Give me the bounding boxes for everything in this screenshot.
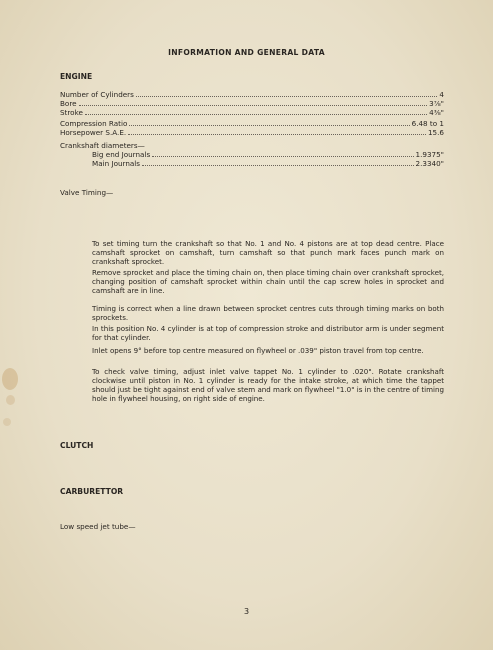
stain-mark bbox=[2, 368, 18, 390]
spec-value: 4 bbox=[439, 90, 444, 99]
page-number: 3 bbox=[243, 607, 250, 616]
stain-mark bbox=[6, 395, 15, 405]
spec-label: Main Journals bbox=[92, 159, 141, 168]
spec-label: Bore bbox=[60, 99, 77, 108]
crankshaft-label: Crankshaft diameters— bbox=[60, 141, 145, 150]
timing-paragraph: Timing is correct when a line drawn between sprocket centres cuts through timing marks on both sprockets. bbox=[92, 304, 444, 322]
spec-value: 15.6 bbox=[427, 128, 444, 137]
dotted-leader bbox=[152, 156, 414, 157]
valve-timing-label: Valve Timing— bbox=[60, 188, 114, 197]
spec-row bbox=[92, 159, 444, 168]
timing-paragraph: Inlet opens 9° before top centre measured on flywheel or .039" piston travel from top centre. bbox=[92, 346, 424, 355]
timing-paragraph: To set timing turn the crankshaft so that No. 1 and No. 4 pistons are at top dead centre. Place camshaft sprocket on camshaft, turn camshaft so that punch mark faces punch mark on crankshaft sprocket. bbox=[92, 239, 444, 266]
dotted-leader bbox=[129, 125, 410, 126]
dotted-leader bbox=[128, 134, 426, 135]
spec-label: Big end Journals bbox=[92, 150, 151, 159]
timing-paragraph: In this position No. 4 cylinder is at top of compression stroke and distributor arm is under segment for that cylinder. bbox=[92, 324, 444, 342]
section-heading-carburettor: CARBURETTOR bbox=[60, 487, 124, 496]
spec-row bbox=[60, 108, 444, 117]
stain-mark bbox=[3, 418, 11, 426]
spec-value: 4⅜" bbox=[429, 108, 444, 117]
spec-row bbox=[60, 99, 444, 108]
spec-row bbox=[60, 90, 444, 99]
spec-row bbox=[60, 119, 444, 128]
dotted-leader bbox=[142, 165, 414, 166]
spec-value: 3⅞" bbox=[429, 99, 444, 108]
spec-label: Number of Cylinders bbox=[60, 90, 134, 99]
timing-paragraph: To check valve timing, adjust inlet valve tappet No. 1 cylinder to .020". Rotate crankshaft clockwise until piston in No. 1 cylinder is ready for the intake stroke, at which time the tappet should just be tight against end of valve stem and mark on flywheel "1.0" is in the centre of timing hole in flywheel housing, on right side of engine. bbox=[92, 367, 444, 403]
spec-label: Stroke bbox=[60, 108, 83, 117]
section-heading-engine: ENGINE bbox=[60, 72, 93, 81]
page-title: INFORMATION AND GENERAL DATA bbox=[168, 48, 325, 57]
dotted-leader bbox=[85, 114, 427, 115]
spec-value: 6.48 to 1 bbox=[411, 119, 444, 128]
timing-paragraph: Remove sprocket and place the timing chain on, then place timing chain over crankshaft sprocket, changing position of camshaft sprocket within chain until the cap screw holes in sprocket and camshaft are in line. bbox=[92, 268, 444, 295]
dotted-leader bbox=[79, 105, 427, 106]
dotted-leader bbox=[136, 96, 437, 97]
spec-value: 1.9375" bbox=[415, 150, 444, 159]
section-heading-clutch: CLUTCH bbox=[60, 441, 94, 450]
jet-tube-label: Low speed jet tube— bbox=[60, 522, 136, 531]
spec-label: Horsepower S.A.E. bbox=[60, 128, 127, 137]
spec-row bbox=[92, 150, 444, 159]
spec-value: 2.3340" bbox=[415, 159, 444, 168]
spec-label: Compression Ratio bbox=[60, 119, 128, 128]
spec-row bbox=[60, 128, 444, 137]
